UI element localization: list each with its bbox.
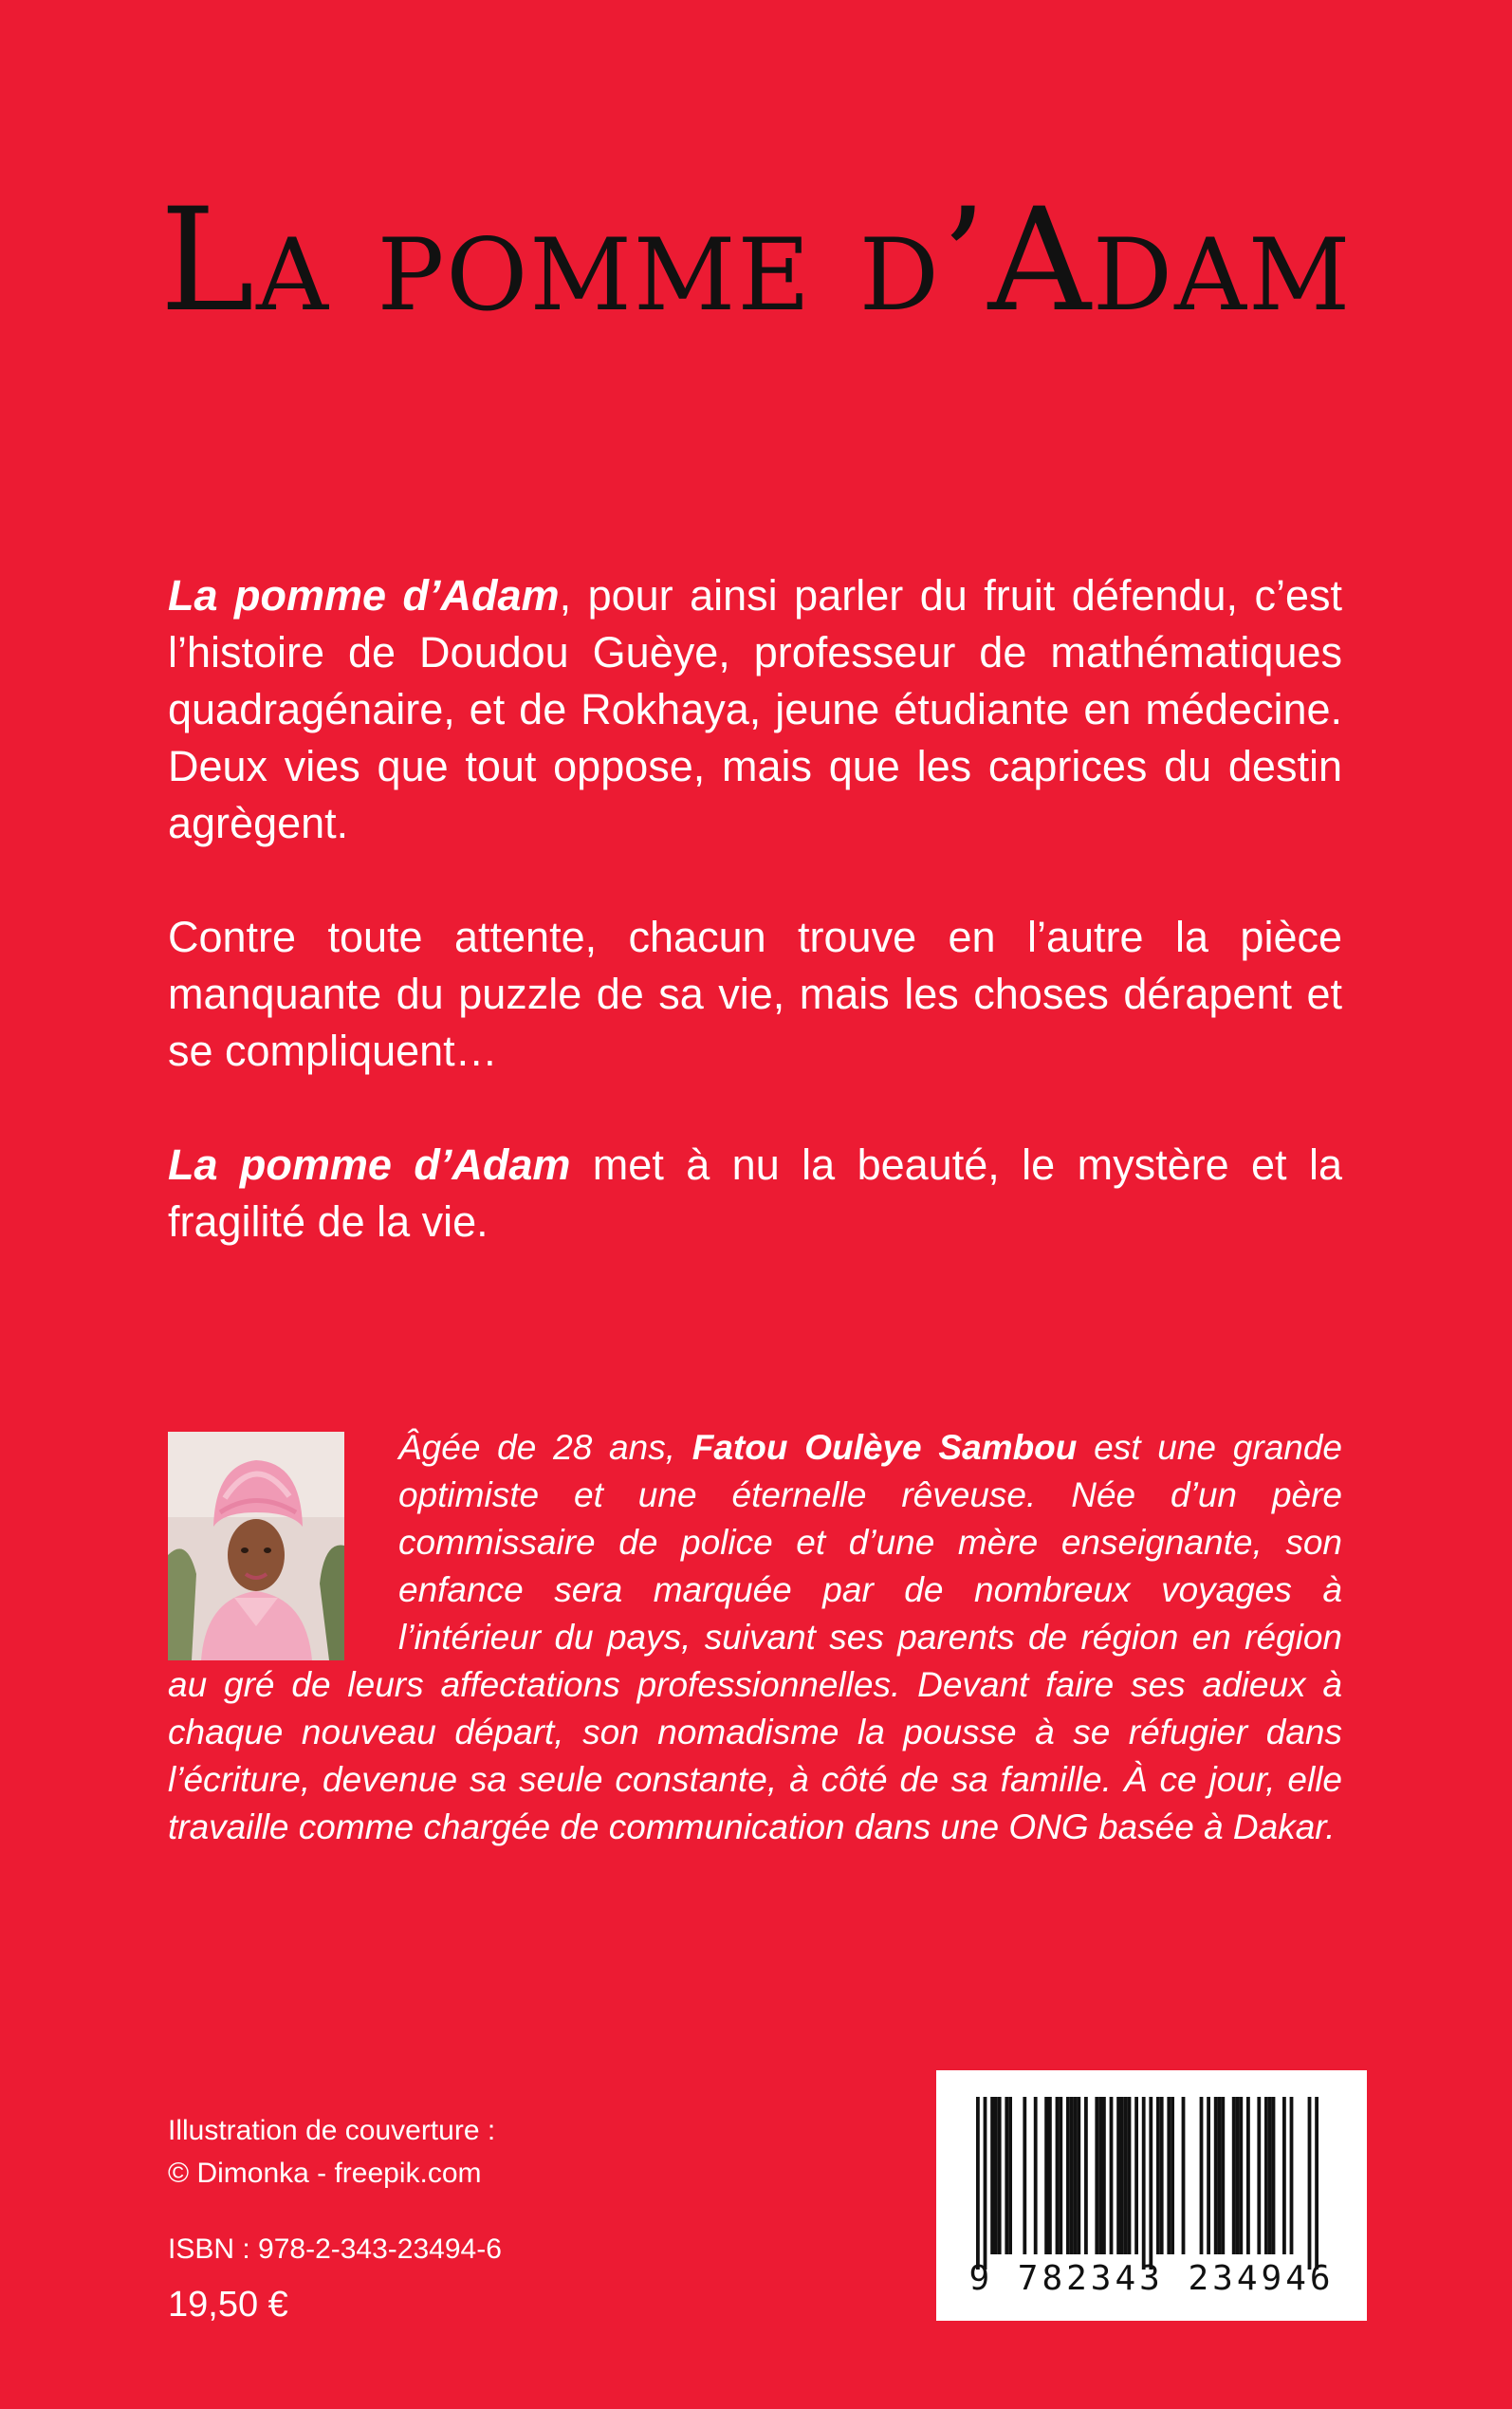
barcode-bar: [1182, 2097, 1186, 2254]
barcode-bar: [1239, 2097, 1243, 2254]
barcode-bar: [1110, 2097, 1114, 2254]
barcode-bar: [1200, 2097, 1204, 2254]
barcode-bar: [1315, 2097, 1318, 2270]
barcode-bar: [1272, 2097, 1276, 2254]
synopsis-paragraph-2: [168, 909, 1342, 1080]
barcode-bar: [1268, 2097, 1272, 2254]
barcode-bar: [1095, 2097, 1098, 2254]
price: 19,50 €: [168, 2285, 288, 2325]
barcode-bar: [1070, 2097, 1074, 2254]
barcode-bar: [1120, 2097, 1124, 2254]
barcode-bar: [1214, 2097, 1218, 2254]
barcode-bar: [1264, 2097, 1268, 2254]
barcode-bar: [1149, 2097, 1152, 2270]
barcode-bar: [1218, 2097, 1222, 2254]
barcode-bar: [1005, 2097, 1008, 2254]
barcode-bar: [998, 2097, 1002, 2254]
barcode-bar: [1221, 2097, 1225, 2254]
barcode-bar: [1059, 2097, 1062, 2254]
barcode-bar: [1308, 2097, 1312, 2270]
barcode-bar: [1207, 2097, 1210, 2254]
credits-line-1: Illustration de couverture :: [168, 2115, 496, 2146]
barcode-digits: 9 782343 234946: [968, 2259, 1335, 2298]
barcode-bar: [1232, 2097, 1236, 2254]
book-title: La pomme d’Adam: [159, 178, 1353, 343]
barcode-bar: [1124, 2097, 1128, 2254]
barcode-bar: [1074, 2097, 1078, 2254]
barcode-bar: [1142, 2097, 1146, 2270]
author-bio: [168, 1424, 1342, 1851]
synopsis-paragraph-1: [168, 567, 1342, 852]
book-title-emphasis: La pomme d’Adam: [168, 571, 560, 620]
barcode-bar: [1102, 2097, 1106, 2254]
credits-line-2: © Dimonka - freepik.com: [168, 2158, 482, 2189]
barcode-bar: [994, 2097, 998, 2254]
barcode-bar: [1056, 2097, 1060, 2254]
barcode-bar: [1098, 2097, 1102, 2254]
barcode-bar: [1023, 2097, 1026, 2254]
barcode-bar: [984, 2097, 987, 2270]
barcode-bar: [1034, 2097, 1038, 2254]
barcode-bar: [1134, 2097, 1138, 2254]
bio-intro: Âgée de 28 ans,: [398, 1428, 692, 1467]
synopsis-text: Contre toute attente, chacun trouve en l’autre la pièce manquante du puzzle de sa vie, mais les choses dérapent et se compliquent…: [168, 913, 1342, 1075]
barcode-bar: [990, 2097, 994, 2254]
barcode-bar: [1084, 2097, 1088, 2254]
barcode-bar: [1282, 2097, 1286, 2254]
barcode-bar: [1044, 2097, 1048, 2254]
barcode-bar: [976, 2097, 980, 2270]
barcode-bar: [1156, 2097, 1160, 2254]
barcode-bar: [1008, 2097, 1012, 2254]
author-name: Fatou Oulèye Sambou: [691, 1428, 1078, 1467]
barcode-bar: [1257, 2097, 1261, 2254]
barcode-bar: [1167, 2097, 1171, 2254]
cover-credits: [168, 2109, 495, 2195]
bio-text: est une grande optimiste et une éternelle rêveuse. Née d’un père commissaire de police et d’une mère enseignante, son enfance sera marquée par de nombreux voyages à l’intérieur du pays, suivant ses parents de région en région au gré de leurs affectations professionnelles. Devant faire ses adieux à chaque nouveau départ, son nomadisme la pousse à se réfugier dans l’écriture, devenue sa seule constante, à côté de sa famille. À ce jour, elle travaille comme chargée de communication dans une ONG basée à Dakar.: [168, 1428, 1342, 1846]
barcode-bar: [1160, 2097, 1164, 2254]
isbn: ISBN : 978-2-343-23494-6: [168, 2233, 502, 2265]
barcode: [936, 2070, 1367, 2321]
barcode-bar: [1128, 2097, 1132, 2254]
synopsis-text: met à nu la beauté, le mystère et la fragilité de la vie.: [168, 1140, 1342, 1246]
book-title-emphasis: La pomme d’Adam: [168, 1140, 571, 1189]
barcode-bar: [1171, 2097, 1174, 2254]
barcode-bar: [1246, 2097, 1250, 2254]
barcode-bar: [1077, 2097, 1080, 2254]
barcode-bar: [1066, 2097, 1070, 2254]
barcode-bar: [1116, 2097, 1120, 2254]
barcode-bar: [1048, 2097, 1052, 2254]
barcode-bar: [1236, 2097, 1240, 2254]
synopsis: [168, 567, 1342, 1307]
synopsis-paragraph-3: [168, 1137, 1342, 1251]
barcode-bar: [1290, 2097, 1294, 2254]
synopsis-text: , pour ainsi parler du fruit défendu, c’est l’histoire de Doudou Guèye, professeur de mathématiques quadragénaire, et de Rokhaya, jeune étudiante en médecine. Deux vies que tout oppose, mais que les caprices du destin agrègent.: [168, 571, 1342, 847]
